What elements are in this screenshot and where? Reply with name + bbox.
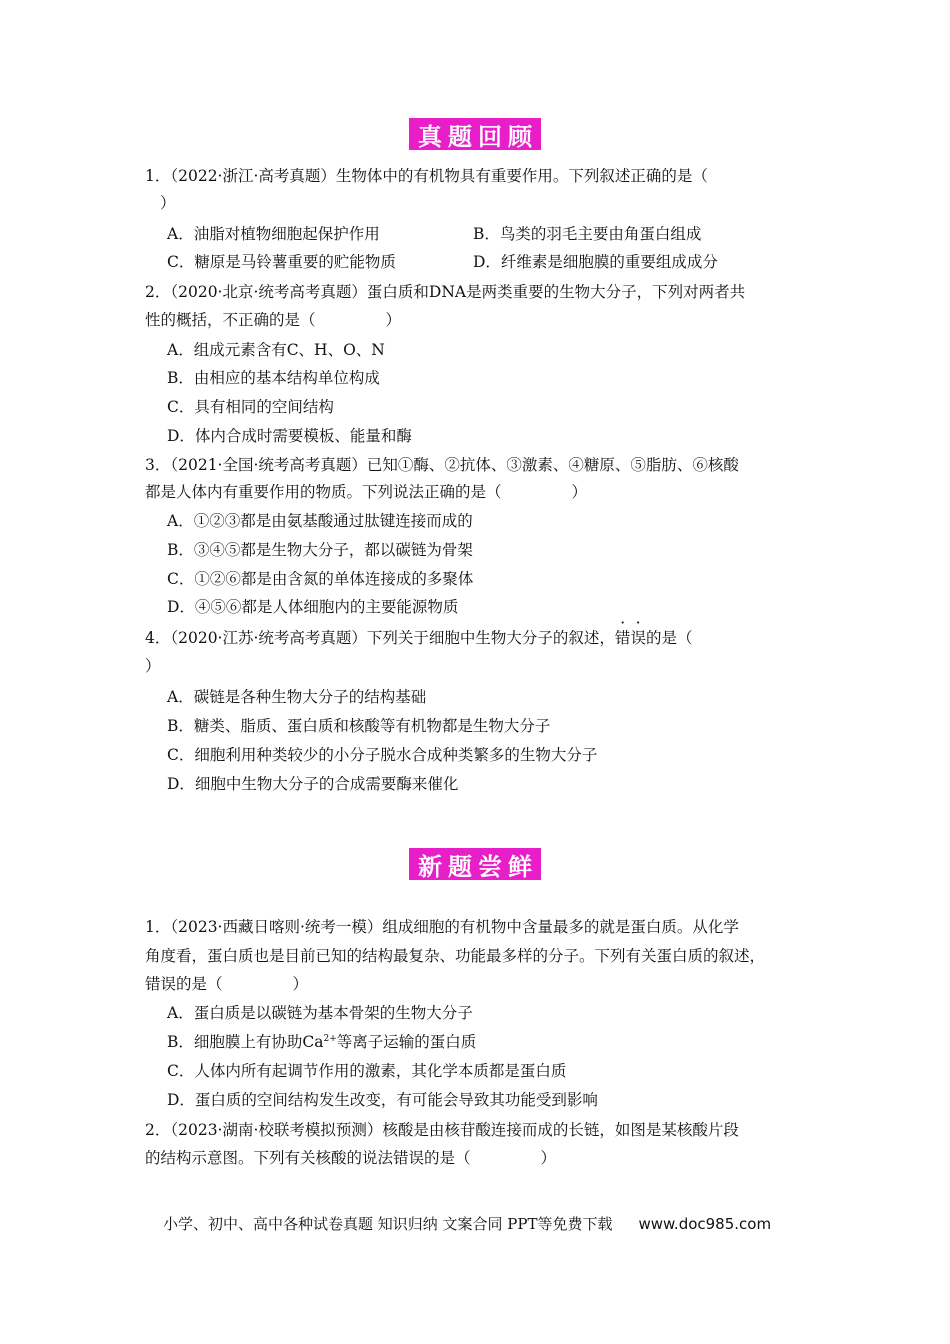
- new-q1-stem-close: ）: [292, 975, 309, 993]
- review-q3-option-a: A．①②③都是由氨基酸通过肽键连接而成的: [167, 512, 473, 530]
- review-q4-stem-text: 4．（2020·江苏·统考高考真题）下列关于细胞中生物大分子的叙述，: [145, 629, 615, 647]
- review-q3-stem-line2: [145, 482, 587, 502]
- new-q1-stem-line1: 1．（2023·西藏日喀则·统考一模）组成细胞的有机物中含量最多的就是蛋白质。从化学: [145, 918, 739, 936]
- review-q4-option-c: C．细胞利用种类较少的小分子脱水合成种类繁多的生物大分子: [167, 746, 598, 764]
- new-q1-option-b: [167, 1032, 476, 1052]
- new-q2-stem-line1: 2．（2023·湖南·校联考模拟预测）核酸是由核苷酸连接而成的长链，如图是某核酸片段: [145, 1121, 739, 1139]
- new-q1-stem-line3: [145, 974, 308, 994]
- review-q2-stem-line1: 2．（2020·北京·统考高考真题）蛋白质和DNA是两类重要的生物大分子，下列对两者共: [145, 283, 746, 301]
- emphasis-char: 错: [614, 629, 631, 647]
- new-q2-stem-close: ）: [540, 1149, 557, 1167]
- review-q3-option-d: D．④⑤⑥都是人体细胞内的主要能源物质: [167, 598, 459, 616]
- section-title-review: 真题回顾: [409, 118, 541, 150]
- page-footer: [163, 1213, 771, 1234]
- review-q2-option-c: C．具有相同的空间结构: [167, 398, 334, 416]
- review-q4-stem-line1: [145, 628, 692, 648]
- review-q3-option-c: C．①②⑥都是由含氮的单体连接成的多聚体: [167, 570, 474, 588]
- review-q1-stem-line1: 1．（2022·浙江·高考真题）生物体中的有机物具有重要作用。下列叙述正确的是（: [145, 167, 708, 185]
- footer-text: 小学、初中、高中各种试卷真题 知识归纳 文案合同 PPT等免费下载: [163, 1215, 613, 1233]
- review-q3-stem-line1: 3．（2021·全国·统考高考真题）已知①酶、②抗体、③激素、④糖原、⑤脂肪、⑥核酸: [145, 456, 739, 474]
- review-q4-option-b: B．糖类、脂质、蛋白质和核酸等有机物都是生物大分子: [167, 717, 551, 735]
- new-q1-option-d: D．蛋白质的空间结构发生改变，有可能会导致其功能受到影响: [167, 1091, 598, 1109]
- review-q2-stem-close: ）: [385, 311, 402, 329]
- review-q1-option-c: C．糖原是马铃薯重要的贮能物质: [167, 253, 396, 271]
- new-q2-stem-line2: [145, 1148, 556, 1168]
- review-q4-option-a: A．碳链是各种生物大分子的结构基础: [167, 688, 427, 706]
- review-q2-option-b: B．由相应的基本结构单位构成: [167, 369, 380, 387]
- review-q2-option-a: A．组成元素含有C、H、O、N: [167, 341, 385, 359]
- review-q2-option-d: D．体内合成时需要模板、能量和酶: [167, 427, 412, 445]
- new-q1-option-b-tail: 等离子运输的蛋白质: [336, 1033, 477, 1051]
- review-q3-stem-text: 都是人体内有重要作用的物质。下列说法正确的是（: [145, 483, 502, 501]
- new-q1-option-b-text: B．细胞膜上有协助Ca: [167, 1033, 324, 1051]
- new-q1-stem-text: 错误的是（: [145, 975, 223, 993]
- review-q4-stem-line2: ）: [145, 657, 161, 675]
- review-q4-stem-tail: 的是（: [645, 629, 693, 647]
- new-q2-stem-text: 的结构示意图。下列有关核酸的说法错误的是（: [145, 1149, 471, 1167]
- emphasis-char: 误: [630, 629, 646, 647]
- review-q1-option-b: B．鸟类的羽毛主要由角蛋白组成: [473, 225, 702, 243]
- new-q1-option-c: C．人体内所有起调节作用的激素，其化学本质都是蛋白质: [167, 1062, 567, 1080]
- review-q4-option-d: D．细胞中生物大分子的合成需要酶来催化: [167, 775, 459, 793]
- footer-url[interactable]: www.doc985.com: [638, 1215, 772, 1233]
- section-title-new: 新题尝鲜: [409, 848, 541, 880]
- review-q2-stem-line2: [145, 310, 401, 330]
- new-q1-stem-line2: 角度看，蛋白质也是目前已知的结构最复杂、功能最多样的分子。下列有关蛋白质的叙述，: [145, 947, 766, 965]
- review-q1-option-a: A．油脂对植物细胞起保护作用: [167, 225, 380, 243]
- review-q1-stem-line2: ）: [160, 194, 176, 212]
- review-q1-option-d: D．纤维素是细胞膜的重要组成成分: [473, 253, 718, 271]
- review-q3-stem-close: ）: [571, 483, 588, 501]
- new-q1-option-a: A．蛋白质是以碳链为基本骨架的生物大分子: [167, 1004, 473, 1022]
- review-q2-stem-text: 性的概括，不正确的是（: [145, 311, 316, 329]
- review-q3-option-b: B．③④⑤都是生物大分子，都以碳链为骨架: [167, 541, 473, 559]
- superscript-charge: 2+: [323, 1033, 337, 1044]
